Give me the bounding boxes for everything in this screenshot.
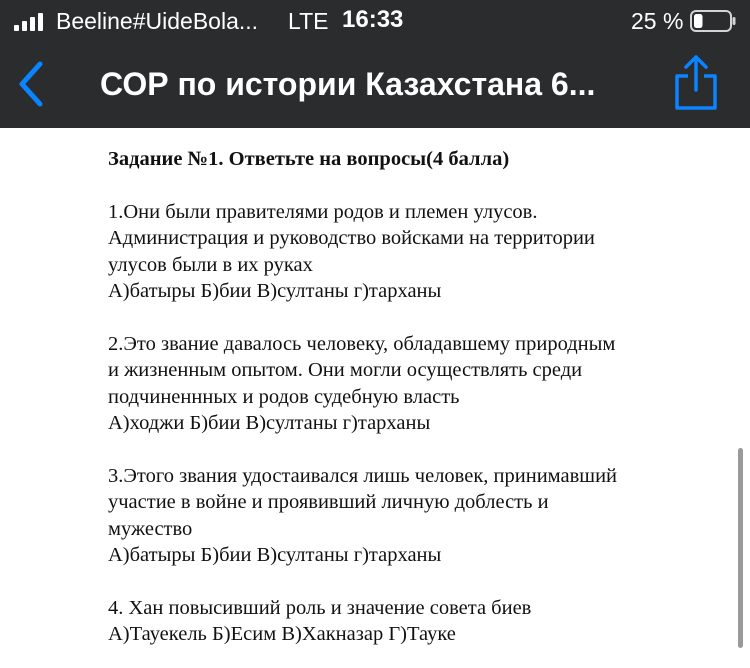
answer-options: А)батыры Б)бии В)султаны г)тарханы: [108, 280, 442, 303]
question-text-line: Администрация и руководство войсками на территории: [108, 227, 595, 250]
battery-percent: 25 %: [631, 8, 684, 34]
question-text-line: улусов были в их руках: [108, 253, 313, 276]
question-text-line: мужество: [108, 517, 193, 540]
back-chevron-icon[interactable]: [12, 58, 52, 110]
document-title: СОР по истории Казахстана 6...: [100, 66, 596, 102]
question-2: [108, 331, 708, 437]
top-bar: [0, 0, 750, 128]
question-4: [108, 595, 708, 648]
answer-options: А)батыры Б)бии В)султаны г)тарханы: [108, 544, 442, 567]
clock: 16:33: [342, 6, 404, 33]
question-text-line: и жизненным опытом. Они могли осуществлять среди: [108, 359, 583, 382]
task-title: Задание №1. Ответьте на вопросы(4 балла): [108, 148, 510, 170]
signal-bars-icon: [14, 13, 48, 31]
question-1: [108, 199, 708, 305]
answer-options: А)Тауекель Б)Есим В)Хакназар Г)Тауке: [108, 623, 456, 646]
share-icon[interactable]: [672, 54, 720, 112]
question-text-line: 1.Они были правителями родов и племен улусов.: [108, 200, 538, 223]
answer-options: А)ходжи Б)бии В)султаны г)тарханы: [108, 412, 431, 435]
carrier-name: Beeline#UideBola...: [56, 8, 259, 34]
battery-fill: [694, 14, 703, 28]
question-text-line: 3.Этого звания удостаивался лишь человек, принимавший: [108, 464, 618, 487]
battery-icon: [690, 10, 737, 32]
question-text-line: 2.Это звание давалось человеку, обладавшему природным: [108, 332, 616, 355]
question-text-line: подчиненнных и родов судебную власть: [108, 385, 460, 408]
question-text-line: участие в войне и проявивший личную доблесть и: [108, 491, 549, 514]
question-text-line: 4. Хан повысивший роль и значение совета биев: [108, 596, 532, 619]
question-3: [108, 463, 708, 569]
document-content: [108, 146, 708, 648]
vertical-scrollbar[interactable]: [738, 448, 743, 648]
status-bar: [0, 0, 750, 44]
network-type: LTE: [288, 8, 329, 34]
navigation-bar: [0, 44, 750, 128]
